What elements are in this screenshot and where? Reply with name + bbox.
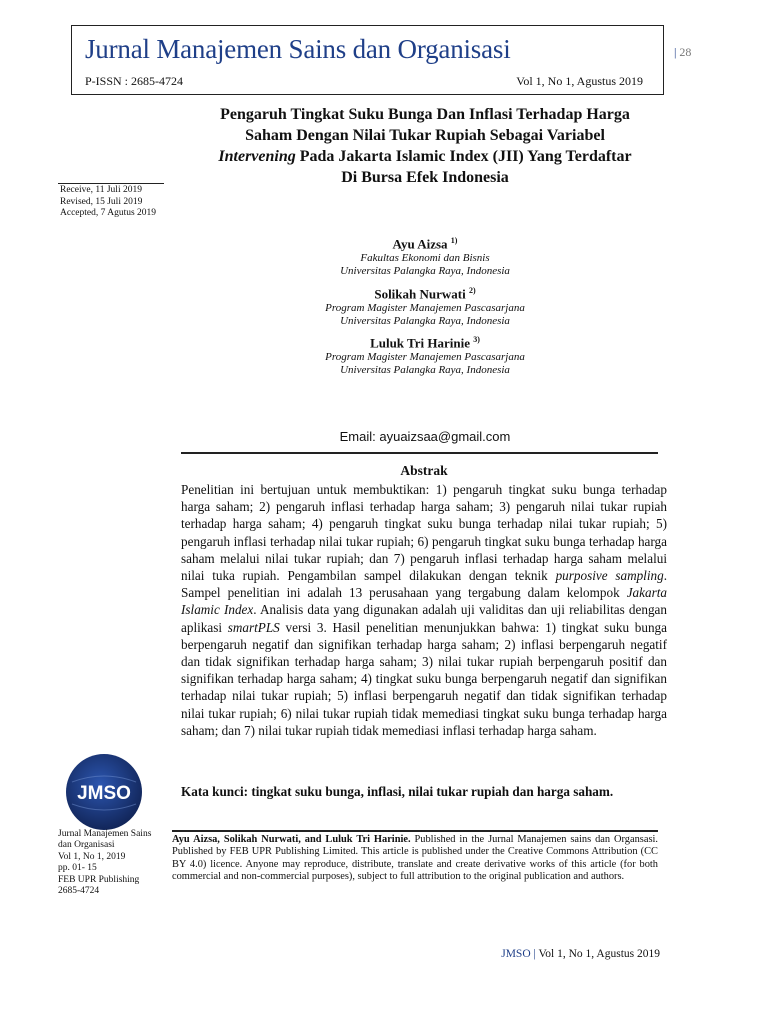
page-number-value: 28	[679, 45, 692, 59]
license-authors: Ayu Aizsa, Solikah Nurwati, and Luluk Tri Harinie.	[172, 834, 411, 845]
keywords: Kata kunci: tingkat suku bunga, inflasi, nilai tukar rupiah dan harga saham.	[181, 784, 614, 799]
author-3: Luluk Tri Harinie $^{3)}$ Program Magister Manajemen Pascasarjana Universitas Palangka Raya, Indonesia	[170, 335, 680, 377]
revised-date: Revised, 15 Juli 2019	[60, 196, 143, 207]
journal-side-info: Jurnal Manajemen Sains dan Organisasi Vol 1, No 1, 2019 pp. 01- 15 FEB UPR Publishing 2685-4724	[58, 829, 152, 897]
author-name: Luluk Tri Harinie	[370, 335, 470, 351]
license-divider	[172, 830, 658, 832]
journal-header	[71, 25, 664, 95]
abstract-divider	[181, 452, 658, 454]
author-name: Solikah Nurwati	[374, 286, 466, 302]
author-1: Ayu Aizsa $^{1)}$ Fakultas Ekonomi dan Bisnis Universitas Palangka Raya, Indonesia	[170, 236, 680, 278]
logo-text: JMSO	[77, 783, 131, 804]
footer-journal: JMSO	[501, 948, 531, 960]
submission-dates	[60, 185, 156, 220]
abstract-text: Penelitian ini bertujuan untuk membuktikan: 1) pengaruh tingkat suku bunga terhadap harga saham; 2) pengaruh inflasi terhadap harga saham; 3) pengaruh nilai tukar rupiah terhadap harga saham; 4) pengaruh tingkat suku bunga terhadap nilai tukar rupiah; 5) pengaruh inflasi terhadap nilai tukar rupiah; 6) pengaruh tingkat suku bunga terhadap harga saham melalui nilai tukar rupiah; dan 7) pengaruh inflasi terhadap harga saham melalui nilai tuka rupiah. Pengambilan sampel dilakukan dengan teknik purposive sampling. Sampel penelitian ini adalah 13 perusahaan yang tergabung dalam kelompok Jakarta Islamic Index. Analisis data yang digunakan adalah uji validitas dan uji reliabilitas dengan aplikasi smartPLS versi 3. Hasil penelitian menunjukkan bahwa: 1) tingkat suku bunga berpengaruh negatif dan signifikan terhadap harga saham; 2) inflasi berpengaruh negatif dan tidak signifikan terhadap harga saham; 3) nilai tukar rupiah berpengaruh positif dan signifikan terhadap harga saham; 4) tingkat suku bunga berpengaruh negatif dan signifikan terhadap nilai tukar rupiah; 5) inflasi berpengaruh negatif dan tidak signifikan terhadap nilai tukar rupiah; 6) nilai tukar rupiah tidak memediasi tingkat suku bunga terhadap harga saham; dan 7) nilai tukar rupiah tidak memediasi inflasi terhadap harga saham.	[181, 482, 668, 738]
footer-info: Vol 1, No 1, Agustus 2019	[538, 948, 660, 960]
page-number: | 28	[674, 45, 692, 59]
page-footer: JMSO | Vol 1, No 1, Agustus 2019	[501, 948, 660, 960]
volume-info: Vol 1, No 1, Agustus 2019	[516, 74, 643, 88]
author-affiliation: Program Magister Manajemen Pascasarjana	[325, 351, 525, 364]
title-line-4: Di Bursa Efek Indonesia	[341, 169, 509, 186]
title-line-2: Saham Dengan Nilai Tukar Rupiah Sebagai Variabel	[245, 127, 605, 144]
author-university: Universitas Palangka Raya, Indonesia	[340, 364, 510, 377]
author-2: Solikah Nurwati $^{2)}$ Program Magister Manajemen Pascasarjana Universitas Palangka Raya, Indonesia	[170, 286, 680, 328]
received-date: Receive, 11 Juli 2019	[60, 185, 142, 195]
author-email[interactable]: Email: ayuaizsaa@gmail.com	[339, 429, 511, 444]
author-university: Universitas Palangka Raya, Indonesia	[340, 315, 510, 328]
author-affiliation: Program Magister Manajemen Pascasarjana	[325, 302, 525, 315]
abstract-heading: Abstrak	[400, 463, 448, 478]
author-affiliation: Fakultas Ekonomi dan Bisnis	[360, 252, 490, 265]
title-line-3: Intervening Pada Jakarta Islamic Index (JII) Yang Terdaftar	[218, 148, 632, 165]
title-italic: Intervening	[218, 148, 296, 165]
article-title	[170, 104, 680, 188]
jmso-logo-icon	[64, 752, 144, 832]
license-text: Ayu Aizsa, Solikah Nurwati, and Luluk Tri Harinie. Published in the Jurnal Manajemen sains dan Organsasi. Published by FEB UPR Publishing Limited. This article is published under the Creative Commons Attribution (CC BY 4.0) licence. Anyone may reproduce, distribute, translate and create derivative works of this article (for both commercial and non-commercial purposes), subject to full attribution to the original publication and authors.	[172, 834, 658, 882]
author-name: Ayu Aizsa	[392, 236, 448, 252]
pissn: P-ISSN : 2685-4724	[85, 74, 184, 88]
title-line-1: Pengaruh Tingkat Suku Bunga Dan Inflasi Terhadap Harga	[220, 106, 630, 123]
author-university: Universitas Palangka Raya, Indonesia	[340, 265, 510, 278]
journal-title: Jurnal Manajemen Sains dan Organisasi	[85, 34, 511, 64]
dates-divider	[58, 183, 164, 184]
accepted-date: Accepted, 7 Agutus 2019	[60, 208, 157, 218]
